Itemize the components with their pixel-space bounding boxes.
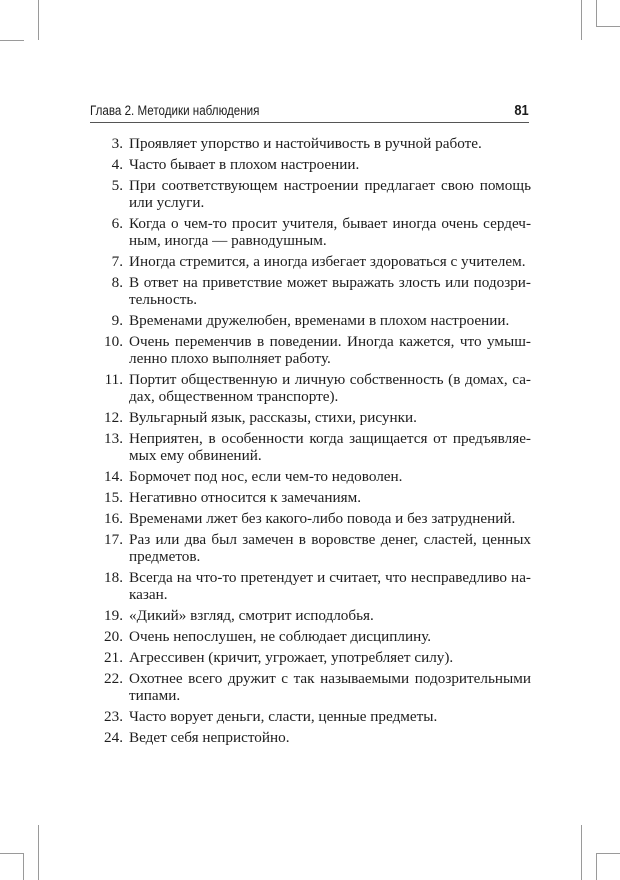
list-item-text-line: предметов.: [129, 548, 201, 565]
list-item: [88, 333, 531, 367]
list-item: [88, 274, 531, 308]
list-item: [88, 253, 531, 270]
crop-mark-bottom-left-h: [0, 853, 24, 854]
list-item-number: 13.: [104, 430, 123, 447]
list-item-number: 7.: [111, 253, 123, 270]
running-header: [90, 101, 529, 121]
list-item-number: 22.: [104, 670, 123, 687]
list-item-text-line: Раз или два был замечен в воровстве денег, сластей, ценных: [129, 531, 531, 548]
list-item-number: 8.: [111, 274, 123, 291]
list-item-text-line: Агрессивен (кричит, угрожает, употребляет силу).: [129, 649, 454, 666]
header-rule: [90, 122, 529, 123]
list-item: [88, 510, 531, 527]
list-item-number: 17.: [104, 531, 123, 548]
crop-mark-top-right-inner: [596, 0, 597, 26]
list-item: [88, 312, 531, 329]
list-item-number: 11.: [104, 371, 123, 388]
list-item-text-line: Часто бывает в плохом настроении.: [129, 156, 360, 173]
list-item-text-line: Негативно относится к замечаниям.: [129, 489, 362, 506]
list-item-text-line: Ведет себя непристойно.: [129, 729, 290, 746]
crop-mark-bottom-right-inner: [596, 853, 597, 880]
list-item-number: 23.: [104, 708, 123, 725]
list-item: [88, 135, 531, 152]
list-item: [88, 489, 531, 506]
list-item: [88, 371, 531, 405]
list-item-number: 16.: [104, 510, 123, 527]
list-item-number: 6.: [111, 215, 123, 232]
list-item-text-line: тельность.: [129, 291, 198, 308]
crop-mark-bottom-left-inner: [23, 853, 24, 880]
list-item: [88, 215, 531, 249]
list-item-text-line: Проявляет упорство и настойчивость в ручной работе.: [129, 135, 482, 152]
page-number: 81: [514, 102, 529, 119]
crop-mark-top-right-outer: [581, 0, 582, 40]
list-item-text-line: ным, иногда — равнодушным.: [129, 232, 327, 249]
list-item: [88, 468, 531, 485]
list-item-text-line: Часто ворует деньги, сласти, ценные предметы.: [129, 708, 438, 725]
chapter-title: Глава 2. Методики наблюдения: [90, 103, 260, 118]
list-item: [88, 628, 531, 645]
list-item-text-line: При соответствующем настроении предлагает свою помощь: [129, 177, 531, 194]
list-item: [88, 531, 531, 565]
list-item-number: 4.: [111, 156, 123, 173]
list-item: [88, 430, 531, 464]
list-item-text-line: «Дикий» взгляд, смотрит исподлобья.: [129, 607, 374, 624]
crop-mark-bottom-right-outer: [581, 825, 582, 880]
list-item-number: 10.: [104, 333, 123, 350]
list-item-number: 24.: [104, 729, 123, 746]
list-item-text-line: Очень переменчив в поведении. Иногда кажется, что умыш-: [129, 333, 531, 350]
crop-mark-top-left-h: [0, 40, 24, 41]
numbered-list: [88, 135, 531, 750]
crop-mark-top-left-outer: [38, 0, 39, 40]
list-item: [88, 607, 531, 624]
crop-mark-top-right-h: [596, 26, 620, 27]
list-item: [88, 409, 531, 426]
list-item-number: 9.: [111, 312, 123, 329]
list-item-number: 21.: [104, 649, 123, 666]
list-item-text-line: казан.: [129, 586, 168, 603]
list-item-number: 3.: [111, 135, 123, 152]
list-item-text-line: Временами лжет без какого-либо повода и без затруднений.: [129, 510, 516, 527]
list-item-text-line: Когда о чем-то просит учителя, бывает иногда очень сердеч-: [129, 215, 531, 232]
list-item-number: 12.: [104, 409, 123, 426]
list-item-text-line: ленно плохо выполняет работу.: [129, 350, 331, 367]
list-item-text-line: Очень непослушен, не соблюдает дисциплину.: [129, 628, 432, 645]
list-item-text-line: Иногда стремится, а иногда избегает здороваться с учителем.: [129, 253, 526, 270]
crop-mark-bottom-left-outer: [38, 825, 39, 880]
list-item: [88, 177, 531, 211]
list-item-number: 19.: [104, 607, 123, 624]
list-item-text-line: Вульгарный язык, рассказы, стихи, рисунки.: [129, 409, 417, 426]
list-item-number: 5.: [111, 177, 123, 194]
list-item-text-line: Неприятен, в особенности когда защищается от предъявляе-: [129, 430, 531, 447]
list-item-number: 20.: [104, 628, 123, 645]
list-item-number: 15.: [104, 489, 123, 506]
list-item-text-line: Бормочет под нос, если чем-то недоволен.: [129, 468, 403, 485]
list-item-text-line: типами.: [129, 687, 181, 704]
list-item: [88, 649, 531, 666]
list-item: [88, 670, 531, 704]
crop-mark-bottom-right-h: [596, 853, 620, 854]
list-item: [88, 156, 531, 173]
list-item-text-line: Временами дружелюбен, временами в плохом настроении.: [129, 312, 510, 329]
list-item-text-line: Всегда на что-то претендует и считает, что несправедливо на-: [129, 569, 531, 586]
list-item-text-line: Охотнее всего дружит с так называемыми подозрительными: [129, 670, 531, 687]
list-item-text-line: дах, общественном транспорте).: [129, 388, 339, 405]
list-item-text-line: мых ему обвинений.: [129, 447, 262, 464]
list-item: [88, 569, 531, 603]
list-item-text-line: В ответ на приветствие может выражать злость или подозри-: [129, 274, 531, 291]
list-item-number: 18.: [104, 569, 123, 586]
list-item: [88, 708, 531, 725]
list-item-text-line: Портит общественную и личную собственность (в домах, са-: [129, 371, 531, 388]
list-item-text-line: или услуги.: [129, 194, 205, 211]
list-item-number: 14.: [104, 468, 123, 485]
list-item: [88, 729, 531, 746]
